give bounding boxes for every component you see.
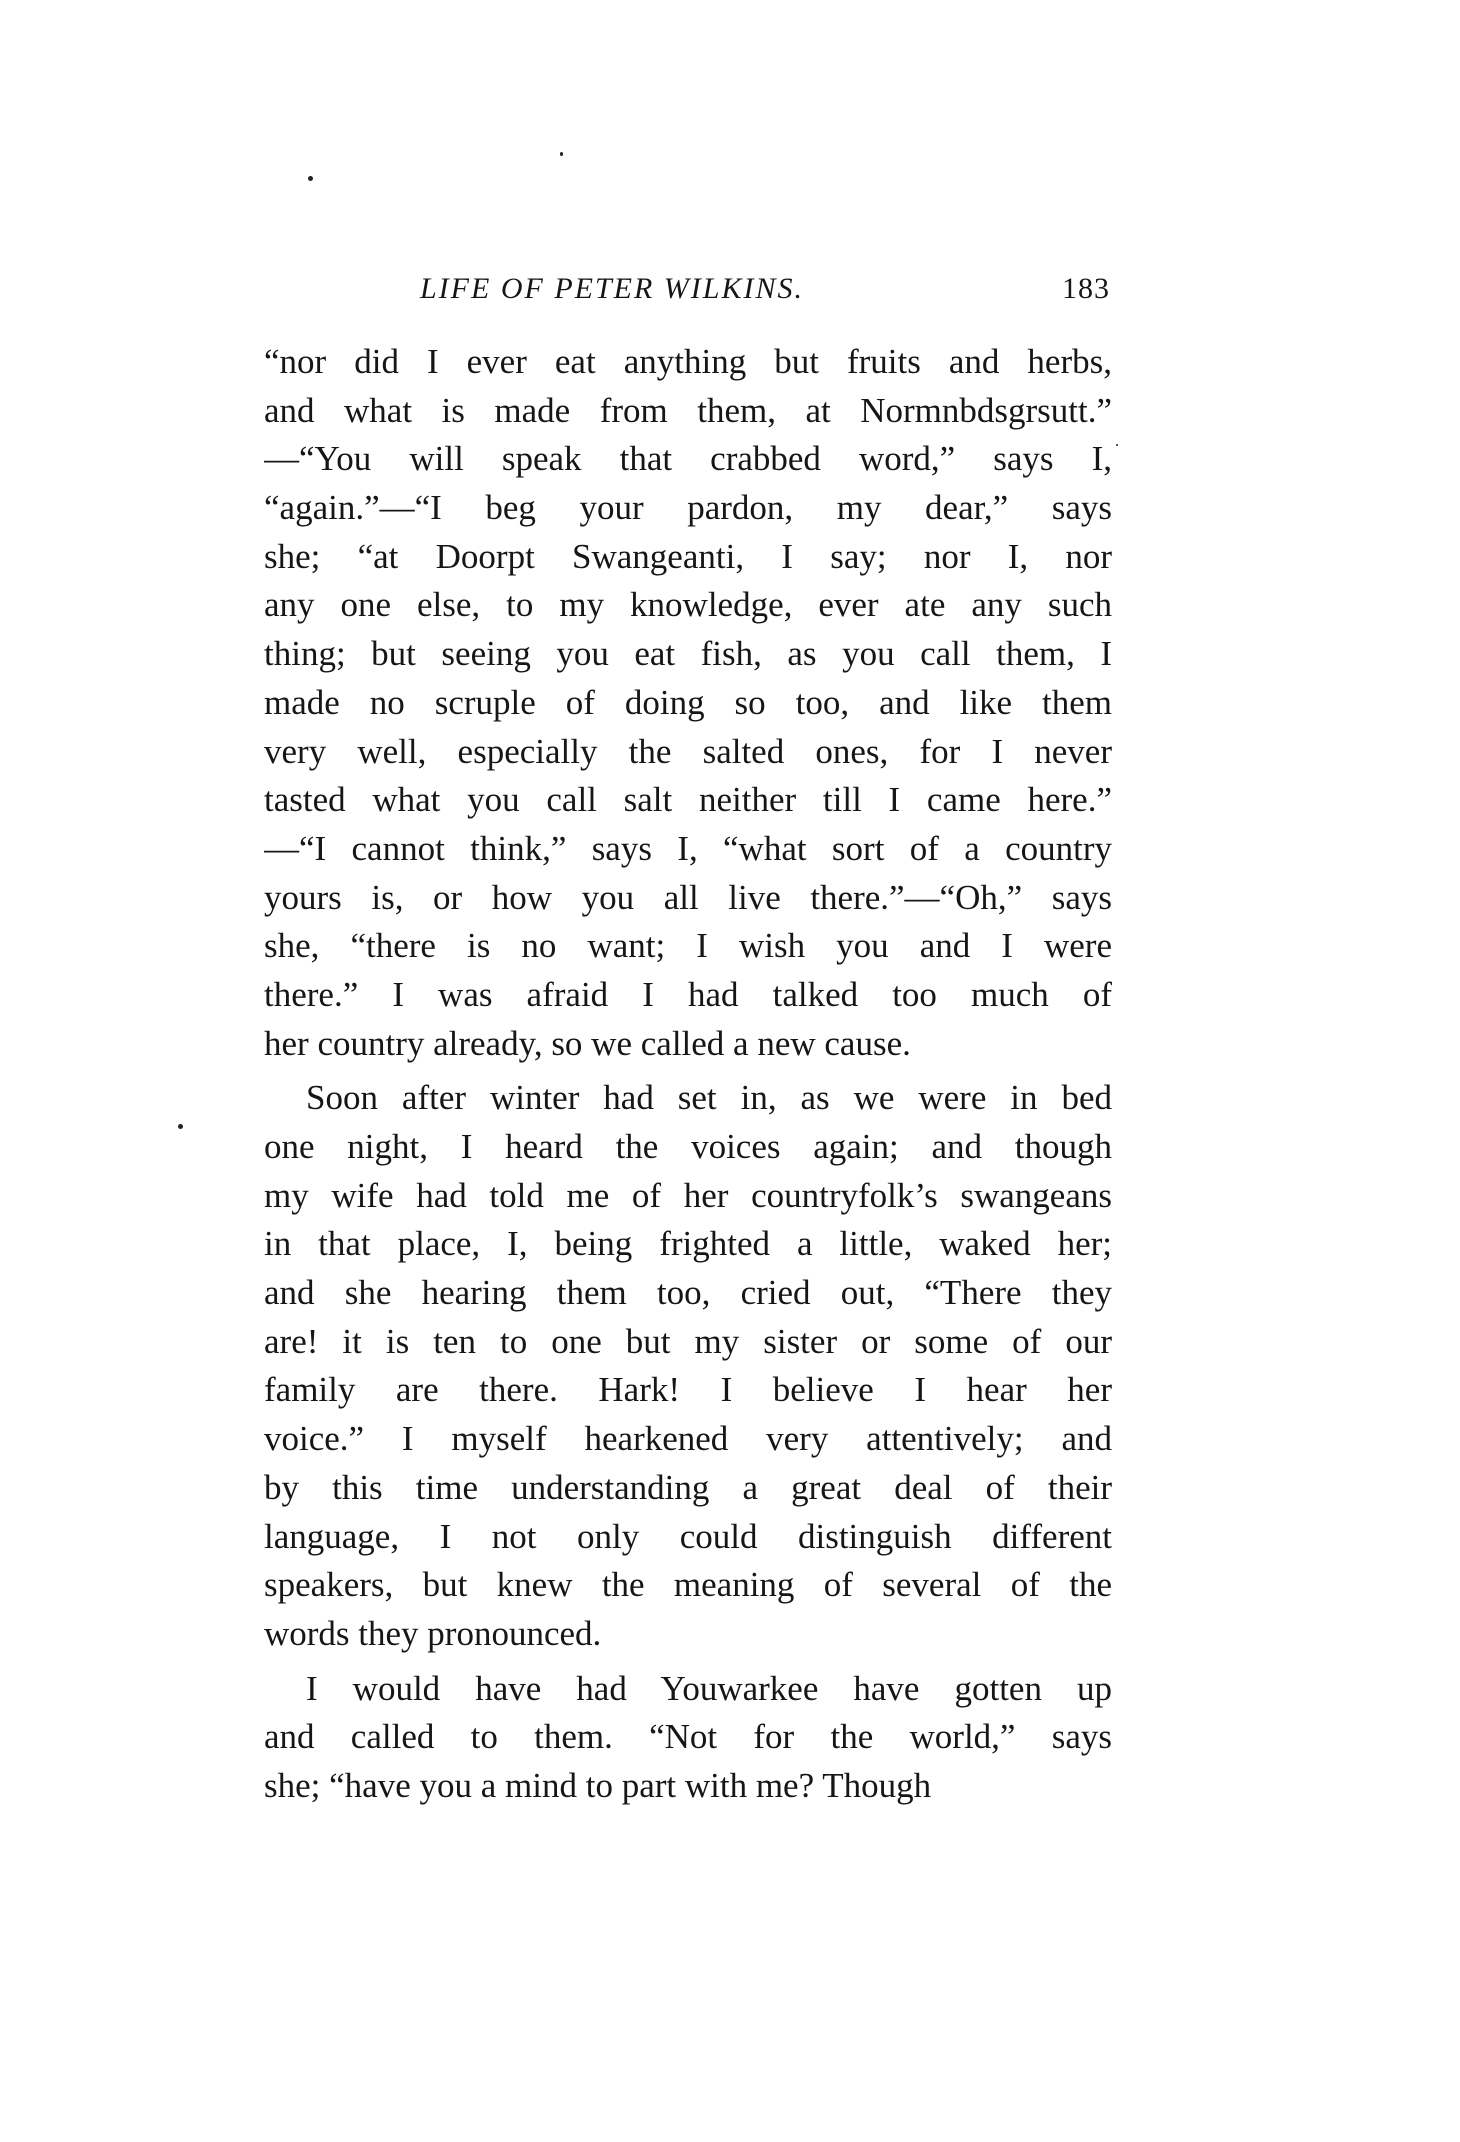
- text-line: she; “at Doorpt Swangeanti, I say; nor I, nor: [264, 536, 1112, 576]
- text-line: and called to them. “Not for the world,” says: [264, 1717, 1112, 1757]
- running-title: LIFE OF PETER WILKINS.: [420, 272, 804, 305]
- text-line: I would have had Youwarkee have gotten up: [306, 1668, 1112, 1708]
- ink-speck: [1116, 444, 1118, 446]
- text-line: her country already, so we called a new cause.: [264, 1023, 911, 1063]
- text-line: language, I not only could distinguish different: [264, 1516, 1112, 1556]
- text-line: one night, I heard the voices again; and though: [264, 1127, 1112, 1166]
- body-text: [264, 338, 1112, 1811]
- text-line: Soon after winter had set in, as we were in bed: [306, 1078, 1112, 1118]
- text-line: voice.” I myself hearkened very attentively; and: [264, 1419, 1112, 1459]
- text-line: she, “there is no want; I wish you and I were: [264, 926, 1112, 966]
- text-line: in that place, I, being frighted a little, waked her;: [264, 1224, 1112, 1264]
- text-line: yours is, or how you all live there.”—“Oh,” says: [264, 877, 1112, 917]
- text-line: made no scruple of doing so too, and like them: [264, 682, 1112, 722]
- text-line: speakers, but knew the meaning of several of the: [264, 1565, 1112, 1605]
- page-number: 183: [1062, 272, 1110, 305]
- text-line: she; “have you a mind to part with me? Though: [264, 1765, 932, 1805]
- text-line: there.” I was afraid I had talked too much of: [264, 974, 1112, 1014]
- ink-speck: [560, 152, 563, 156]
- running-head: [262, 268, 1110, 312]
- text-line: tasted what you call salt neither till I came here.”: [264, 780, 1112, 820]
- text-line: “again.”—“I beg your pardon, my dear,” says: [264, 488, 1112, 528]
- text-line: my wife had told me of her countryfolk’s swangeans: [264, 1175, 1112, 1215]
- text-line: by this time understanding a great deal of their: [264, 1467, 1112, 1507]
- text-line: —“You will speak that crabbed word,” says I,: [264, 439, 1112, 479]
- text-line: words they pronounced.: [264, 1613, 602, 1653]
- text-line: and what is made from them, at Normnbdsgrsutt.”: [264, 390, 1112, 430]
- text-line: are! it is ten to one but my sister or some of our: [264, 1321, 1112, 1361]
- text-line: thing; but seeing you eat fish, as you call them, I: [264, 634, 1112, 674]
- text-line: “nor did I ever eat anything but fruits and herbs,: [264, 342, 1112, 381]
- ink-speck: [308, 176, 313, 181]
- text-line: —“I cannot think,” says I, “what sort of a country: [264, 828, 1112, 868]
- text-line: any one else, to my knowledge, ever ate any such: [264, 585, 1112, 625]
- text-line: very well, especially the salted ones, for I never: [264, 731, 1112, 771]
- text-line: family are there. Hark! I believe I hear her: [264, 1370, 1112, 1410]
- text-line: and she hearing them too, cried out, “There they: [264, 1273, 1112, 1313]
- ink-speck: [178, 1124, 183, 1129]
